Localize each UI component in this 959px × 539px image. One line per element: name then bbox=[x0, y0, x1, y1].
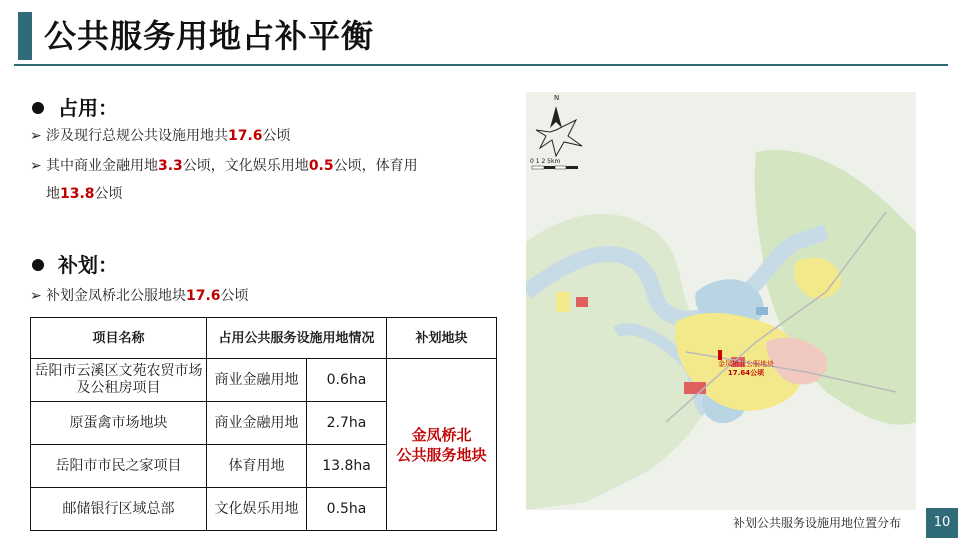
supplement-plot-cell bbox=[387, 359, 497, 531]
land-area-cell: 0.6ha bbox=[307, 359, 387, 402]
occupy-line2-mid2: 公顷，体育用 bbox=[333, 158, 418, 174]
supplement-line bbox=[30, 283, 249, 309]
commercial-value: 3.3 bbox=[158, 158, 183, 174]
supplement-line-text: 补划金凤桥北公服地块 bbox=[46, 288, 186, 304]
occupy-total-value: 17.6 bbox=[228, 128, 263, 144]
land-area-cell: 2.7ha bbox=[307, 402, 387, 445]
project-name-cell: 岳阳市云溪区文苑农贸市场及公租房项目 bbox=[31, 359, 207, 402]
project-name-cell: 原蛋禽市场地块 bbox=[31, 402, 207, 445]
map-plot-label-area: 17.64公顷 bbox=[727, 369, 765, 377]
land-use-map bbox=[526, 92, 916, 510]
page-number: 10 bbox=[926, 508, 958, 538]
supplement-value: 17.6 bbox=[186, 288, 221, 304]
title-divider bbox=[14, 64, 948, 66]
scale-label: 0 1 2 5km bbox=[530, 158, 561, 165]
project-name-cell: 岳阳市市民之家项目 bbox=[31, 445, 207, 488]
culture-value: 0.5 bbox=[308, 158, 334, 174]
land-type-cell: 商业金融用地 bbox=[207, 359, 307, 402]
occupy-line1-unit: 公顷 bbox=[262, 128, 291, 144]
arrow-bullet-icon: ➢ bbox=[30, 158, 42, 174]
map-plot-label-name: 金凤桥北公服地块 bbox=[718, 360, 774, 368]
occupy-line3-unit: 公顷 bbox=[94, 186, 123, 202]
land-area-cell: 13.8ha bbox=[307, 445, 387, 488]
occupy-line-2 bbox=[30, 153, 418, 179]
bullet-dot-icon bbox=[32, 259, 44, 271]
occupy-line-3 bbox=[46, 181, 123, 207]
land-area-cell: 0.5ha bbox=[307, 488, 387, 531]
header-occupied-land: 占用公共服务设施用地情况 bbox=[207, 318, 387, 359]
table-header-row bbox=[31, 318, 497, 359]
arrow-bullet-icon: ➢ bbox=[30, 128, 42, 144]
supplement-heading bbox=[32, 249, 118, 278]
occupy-heading-text: 占用： bbox=[58, 96, 118, 120]
occupy-line2-mid1: 公顷，文化娱乐用地 bbox=[182, 158, 309, 174]
supplement-plot-line1: 金凤桥北 bbox=[411, 425, 472, 444]
occupy-line2-text: 其中商业金融用地 bbox=[46, 158, 158, 174]
bullet-dot-icon bbox=[32, 102, 44, 114]
table-row bbox=[31, 359, 497, 402]
map-caption: 补划公共服务设施用地位置分布 bbox=[733, 516, 902, 530]
north-label: N bbox=[554, 94, 560, 102]
occupy-line-1 bbox=[30, 123, 291, 149]
supplement-unit: 公顷 bbox=[220, 288, 249, 304]
occupy-line3-text: 地 bbox=[46, 186, 60, 202]
supplement-plot-line2: 公共服务地块 bbox=[396, 445, 487, 464]
occupy-line1-text: 涉及现行总规公共设施用地共 bbox=[46, 128, 228, 144]
land-type-cell: 文化娱乐用地 bbox=[207, 488, 307, 531]
land-type-cell: 商业金融用地 bbox=[207, 402, 307, 445]
occupy-heading bbox=[32, 92, 118, 121]
land-type-cell: 体育用地 bbox=[207, 445, 307, 488]
sports-value: 13.8 bbox=[60, 186, 95, 202]
supplement-heading-text: 补划： bbox=[58, 253, 118, 277]
page-title: 公共服务用地占补平衡 bbox=[44, 17, 375, 55]
land-balance-table bbox=[30, 317, 497, 531]
header-project-name: 项目名称 bbox=[31, 318, 207, 359]
project-name-cell: 邮储银行区域总部 bbox=[31, 488, 207, 531]
map-graphic bbox=[526, 92, 916, 510]
header-supplement-plot: 补划地块 bbox=[387, 318, 497, 359]
arrow-bullet-icon: ➢ bbox=[30, 288, 42, 304]
map-plot-label bbox=[718, 360, 774, 378]
title-accent-bar bbox=[18, 12, 32, 60]
